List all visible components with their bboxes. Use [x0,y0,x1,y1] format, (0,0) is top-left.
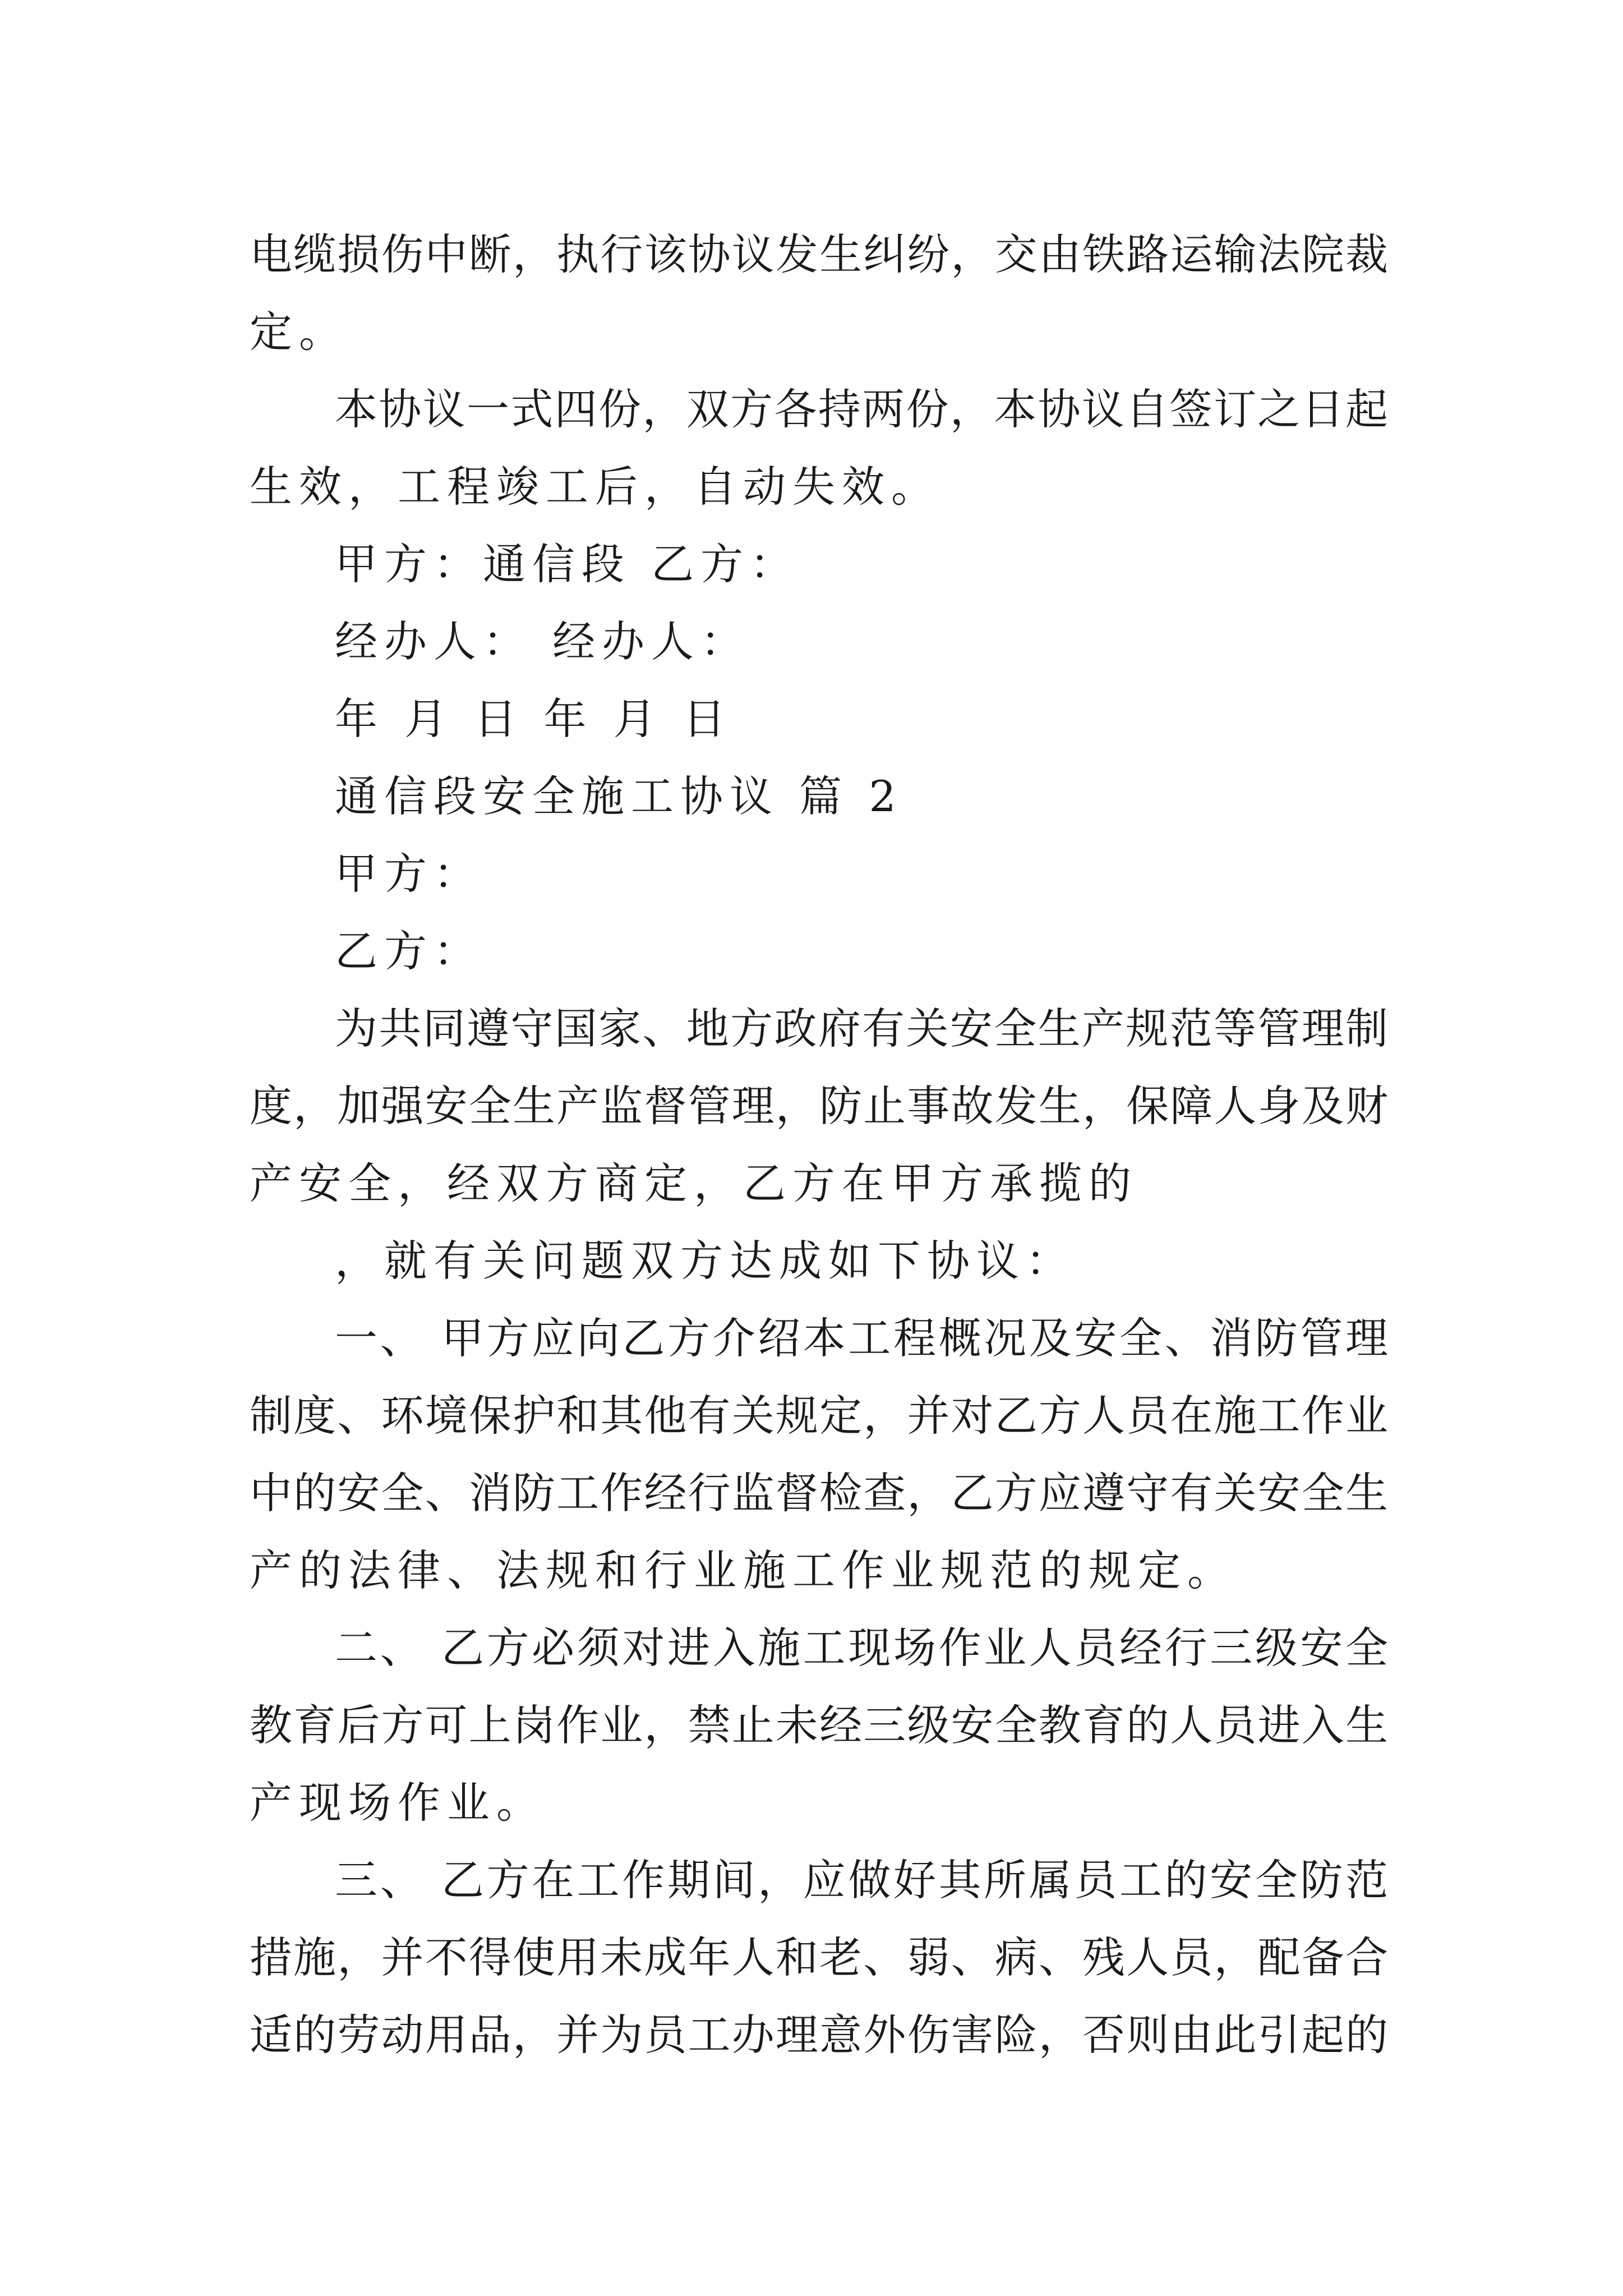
text-line: 产现场作业。 [250,1778,546,1828]
text-line: 产的法律、法规和行业施工作业规范的规定。 [250,1545,1237,1595]
text-line: 三、 乙方在工作期间，应做好其所属员工的安全防范 [335,1855,1388,1905]
text-line: 产安全，经双方商定，乙方在甲方承揽的 [250,1158,1138,1208]
text-line: 甲方： [335,849,483,899]
text-line: 教育后方可上岗作业，禁止未经三级安全教育的人员进入生 [250,1700,1388,1750]
text-line: 本协议一式四份，双方各持两份，本协议自签订之日起 [335,384,1388,434]
text-line: 二、 乙方必须对进入施工现场作业人员经行三级安全 [335,1623,1388,1673]
text-line: ，就有关问题双方达成如下协议： [335,1236,1075,1286]
text-line: 度，加强安全生产监督管理，防止事故发生，保障人身及财 [250,1081,1388,1131]
text-line: 生效，工程竣工后，自动失效。 [250,462,940,512]
text-line: 制度、环境保护和其他有关规定，并对乙方人员在施工作业 [250,1391,1388,1441]
text-line: 定。 [250,307,348,357]
text-line: 为共同遵守国家、地方政府有关安全生产规范等管理制 [335,1004,1388,1053]
text-line: 中的安全、消防工作经行监督检查，乙方应遵守有关安全生 [250,1468,1388,1518]
text-line: 经办人： 经办人： [335,616,750,666]
text-line: 措施，并不得使用未成年人和老、弱、病、残人员，配备合 [250,1932,1388,1982]
text-line: 电缆损伤中断，执行该协议发生纠纷，交由铁路运输法院裁 [250,229,1388,279]
section-heading: 通信段安全施工协议 篇 2 [335,771,903,821]
text-line: 甲方：通信段 乙方： [335,539,800,589]
text-line: 一、 甲方应向乙方介绍本工程概况及安全、消防管理 [335,1313,1388,1363]
text-line: 年 月 日 年 月 日 [335,694,732,744]
text-line: 适的劳动用品，并为员工办理意外伤害险，否则由此引起的 [250,2010,1388,2060]
document-body [250,216,1388,2074]
text-line: 乙方： [335,926,483,976]
